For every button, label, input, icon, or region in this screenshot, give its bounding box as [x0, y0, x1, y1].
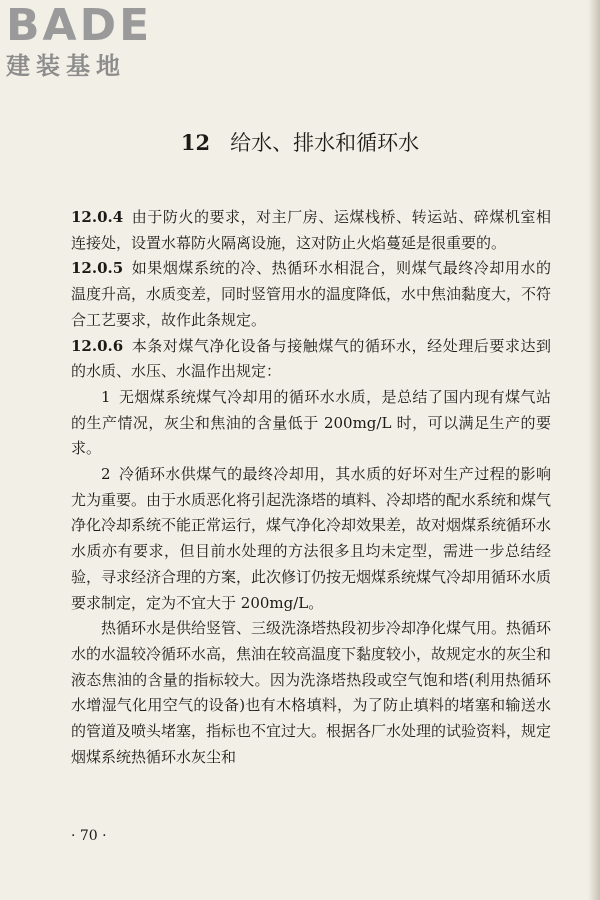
item-number: 1 [101, 387, 111, 406]
item-number: 2 [101, 465, 111, 484]
chapter-title: 给水、排水和循环水 [230, 131, 420, 155]
list-item-1 [71, 385, 551, 462]
watermark-logo [6, 2, 186, 80]
item-text: 冷循环水供煤气的最终冷却用，其水质的好坏对生产过程的影响尤为重要。由于水质恶化将引起洗涤塔的填料、冷却塔的配水系统和煤气净化冷却系统不能正常运行，煤气净化冷却效果差，故对烟煤系统循环水水质亦有要求，但目前水处理的方法很多且均未定型，需进一步总结经验，寻求经济合理的方案，此次修订仍按无烟煤系统煤气冷却用循环水质要求制定，定为不宜大于 200mg/L。 [71, 465, 552, 612]
clause-text: 本条对煤气净化设备与接触煤气的循环水，经处理后要求达到的水质、水压、水温作出规定： [71, 336, 551, 381]
logo-text: BADE [6, 0, 153, 51]
chapter-heading [0, 128, 600, 158]
clause-text: 如果烟煤系统的冷、热循环水相混合，则煤气最终冷却用水的温度升高，水质变差，同时竖管用水的温度降低，水中焦油黏度大，不符合工艺要求，故作此条规定。 [71, 259, 552, 329]
clause-text: 由于防火的要求，对主厂房、运煤栈桥、转运站、碎煤机室相连接处，设置水幕防火隔离设施，这对防止火焰蔓延是很重要的。 [71, 208, 551, 252]
clause-number: 12.0.6 [71, 336, 124, 355]
logo-subtitle: 建装基地 [6, 52, 126, 80]
chapter-number: 12 [180, 130, 211, 155]
clause-12-0-6 [71, 334, 551, 385]
paragraph-text: 热循环水是供给竖管、三级洗涤塔热段初步冷却净化煤气用。热循环水的水温较冷循环水高，焦油在较高温度下黏度较小，故规定水的灰尘和液态焦油的含量的指标较大。因为洗涤塔热段或空气饱和塔(利用热循环水增湿气化用空气的设备)也有木格填料，为了防止填料的堵塞和输送水的管道及喷头堵塞，指标也不宜过大。根据各厂水处理的试验资料，规定烟煤系统热循环水灰尘和 [71, 619, 552, 766]
clause-12-0-4 [71, 205, 551, 256]
clause-number: 12.0.5 [71, 259, 124, 278]
list-item-2 [71, 462, 551, 616]
clause-number: 12.0.4 [71, 208, 124, 226]
item-text: 无烟煤系统煤气冷却用的循环水水质，是总结了国内现有煤气站的生产情况，灰尘和焦油的含量低于 200mg/L 时，可以满足生产的要求。 [71, 387, 551, 458]
body-text [71, 205, 551, 770]
paragraph-hot-water [71, 616, 551, 770]
page-number: · 70 · [71, 828, 107, 844]
clause-12-0-5 [71, 256, 551, 333]
